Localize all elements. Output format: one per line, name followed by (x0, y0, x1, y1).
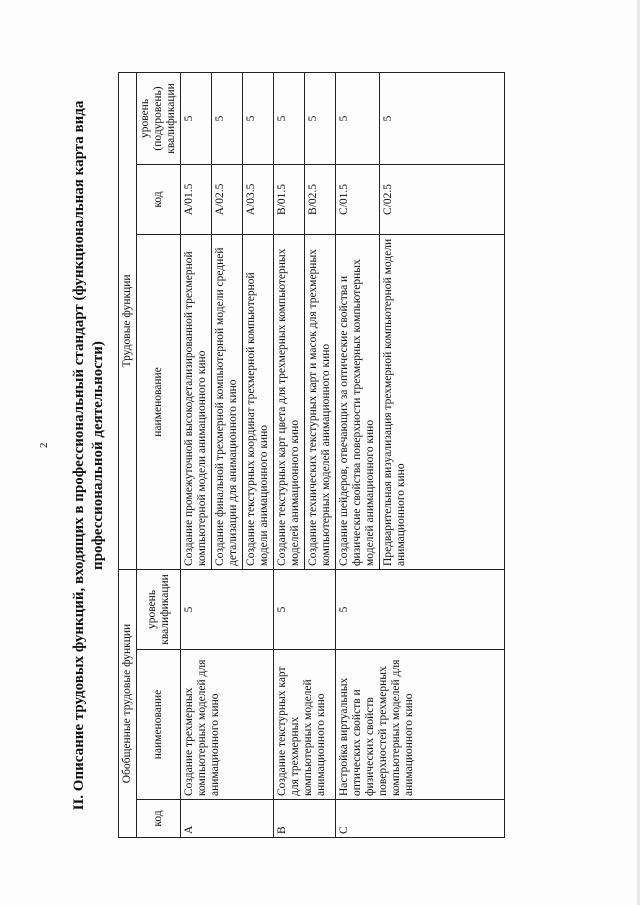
section-title: II. Описание трудовых функций, входящих в профессиональный стандарт (функциональная карта вида профессиональной деятельности) (71, 100, 106, 811)
page-number: 2 (38, 442, 50, 448)
table-row (336, 72, 380, 837)
function-level: 5 (212, 72, 243, 164)
function-level: 5 (380, 72, 505, 164)
group-code: A (181, 800, 274, 838)
header-function-name: наименование (137, 234, 181, 569)
group-name: Настройка виртуальных оптических свойств и физических свойств поверхностей трехмерных компьютерных моделей для анимационного кино (336, 650, 505, 800)
functional-map-table (118, 72, 505, 838)
function-level: 5 (336, 72, 380, 164)
group-code: C (336, 800, 505, 838)
group-name: Создание текстурных карт для трехмерных компьютерных моделей анимационного кино (274, 650, 336, 800)
function-name: Создание текстурных координат трехмерной компьютерной модели анимационного кино (243, 234, 274, 569)
function-level: 5 (243, 72, 274, 164)
function-name: Создание промежуточной высокодетализированной трехмерной компьютерной модели анимационного кино (181, 234, 212, 569)
function-code: B/01.5 (274, 164, 305, 234)
function-name: Предварительная визуализация трехмерной компьютерной модели анимационного кино (380, 234, 505, 569)
header-row-1 (119, 72, 137, 837)
group-level: 5 (181, 569, 274, 649)
group-level: 5 (336, 569, 505, 649)
function-code: C/01.5 (336, 164, 380, 234)
function-code: A/03.5 (243, 164, 274, 234)
function-code: C/02.5 (380, 164, 505, 234)
function-level: 5 (274, 72, 305, 164)
function-name: Создание шейдеров, отвечающих за оптические свойства и физические свойства поверхности трехмерных компьютерных моделей анимационного кино (336, 234, 380, 569)
group-code: B (274, 800, 336, 838)
header-sublevel: уровень (подуровень) квалификации (137, 72, 181, 164)
function-code: B/02.5 (305, 164, 336, 234)
function-code: A/02.5 (212, 164, 243, 234)
table-row (181, 72, 212, 837)
table-row (274, 72, 305, 837)
header-row-2 (137, 72, 181, 837)
function-level: 5 (305, 72, 336, 164)
header-labor: Трудовые функции (119, 72, 137, 569)
function-level: 5 (181, 72, 212, 164)
header-level: уровень квалификации (137, 569, 181, 649)
header-name: наименование (137, 650, 181, 800)
group-name: Создание трехмерных компьютерных моделей для анимационного кино (181, 650, 274, 800)
function-code: A/01.5 (181, 164, 212, 234)
header-code: код (137, 800, 181, 838)
function-name: Создание финальной трехмерной компьютерной модели средней детализации для анимационного кино (212, 234, 243, 569)
header-function-code: код (137, 164, 181, 234)
function-name: Создание технических текстурных карт и масок для трехмерных компьютерных моделей анимационного кино (305, 234, 336, 569)
rotated-content (70, 63, 610, 848)
header-generalized: Обобщенные трудовые функции (119, 569, 137, 837)
group-level: 5 (274, 569, 336, 649)
function-name: Создание текстурных карт цвета для трехмерных компьютерных моделей анимационного кино (274, 234, 305, 569)
